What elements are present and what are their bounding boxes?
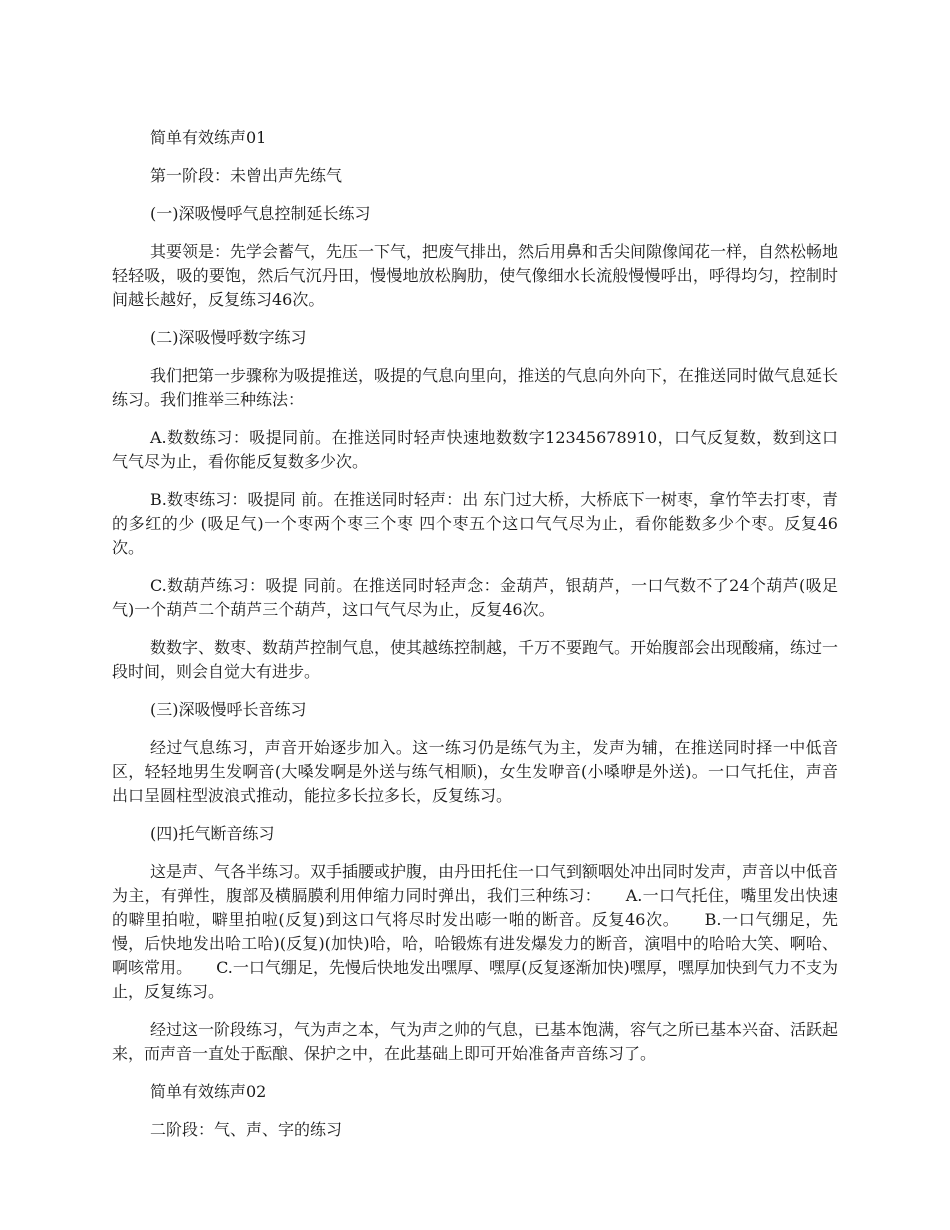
- subsection-title: (四)托气断音练习: [150, 824, 275, 843]
- paragraph: 其要领是：先学会蓄气，先压一下气，把废气排出，然后用鼻和舌尖间隙像闻花一样，自然松畅地轻轻吸，吸的要饱，然后气沉丹田，慢慢地放松胸肋，使气像细水长流般慢慢呼出，呼得均匀，控制时间越长越好，反复练习46次。: [112, 242, 839, 309]
- stage-title: 第一阶段：未曾出声先练气: [150, 166, 343, 185]
- paragraph: 这是声、气各半练习。双手插腰或护腹，由丹田托住一口气到额咽处冲出同时发声，声音以中低音为主，有弹性，腹部及横膈膜利用伸缩力同时弹出，我们三种练习： A.一口气托住，嘴里发出快速的噼里拍啦，噼里拍啦(反复)到这口气将尽时发出嘭一啪的断音。反复46次。 B.一口气绷足，先慢，后快地发出哈工哈)(反复)(加快)哈，哈，哈锻炼有进发爆发力的断音，演唱中的哈哈大笑、啊哈、啊咳常用。 C.一口气绷足，先慢后快地发出嘿厚、嘿厚(反复逐渐加快)嘿厚，嘿厚加快到气力不支为止，反复练习。: [112, 862, 839, 1001]
- paragraph: 经过这一阶段练习，气为声之本，气为声之帅的气息，已基本饱满，容气之所已基本兴奋、活跃起来，而声音一直处于酝酿、保护之中，在此基础上即可开始准备声音练习了。: [112, 1020, 839, 1063]
- stage-title: 二阶段：气、声、字的练习: [150, 1120, 343, 1139]
- paragraph: 数数字、数枣、数葫芦控制气息，使其越练控制越，千万不要跑气。开始腹部会出现酸痛，练过一段时间，则会自觉大有进步。: [112, 638, 839, 681]
- subsection-title: (三)深吸慢呼长音练习: [150, 700, 307, 719]
- section-title: 简单有效练声02: [150, 1082, 267, 1101]
- document-page: [112, 126, 838, 1156]
- subsection-title: (二)深吸慢呼数字练习: [150, 328, 307, 347]
- paragraph: 我们把第一步骤称为吸提推送，吸提的气息向里向，推送的气息向外向下，在推送同时做气息延长练习。我们推举三种练法：: [112, 366, 839, 409]
- paragraph: B.数枣练习：吸提同 前。在推送同时轻声：出 东门过大桥，大桥底下一树枣，拿竹竿去打枣，青的多红的少 (吸足气)一个枣两个枣三个枣 四个枣五个这口气气尽为止，看你能数多少个枣。反复46次。: [112, 490, 838, 557]
- paragraph: A.数数练习：吸提同前。在推送同时轻声快速地数数字12345678910，口气反复数，数到这口气气尽为止，看你能反复数多少次。: [112, 428, 838, 471]
- section-title: 简单有效练声01: [150, 128, 267, 147]
- paragraph: 经过气息练习，声音开始逐步加入。这一练习仍是练气为主，发声为辅，在推送同时择一中低音区，轻轻地男生发啊音(大嗓发啊是外送与练气相顺)，女生发咿音(小嗓咿是外送)。一口气托住，声音出口呈圆柱型波浪式推动，能拉多长拉多长，反复练习。: [112, 738, 838, 805]
- paragraph: C.数葫芦练习：吸提 同前。在推送同时轻声念：金葫芦，银葫芦，一口气数不了24个葫芦(吸足气)一个葫芦二个葫芦三个葫芦，这口气气尽为止，反复46次。: [112, 576, 838, 619]
- subsection-title: (一)深吸慢呼气息控制延长练习: [150, 204, 371, 223]
